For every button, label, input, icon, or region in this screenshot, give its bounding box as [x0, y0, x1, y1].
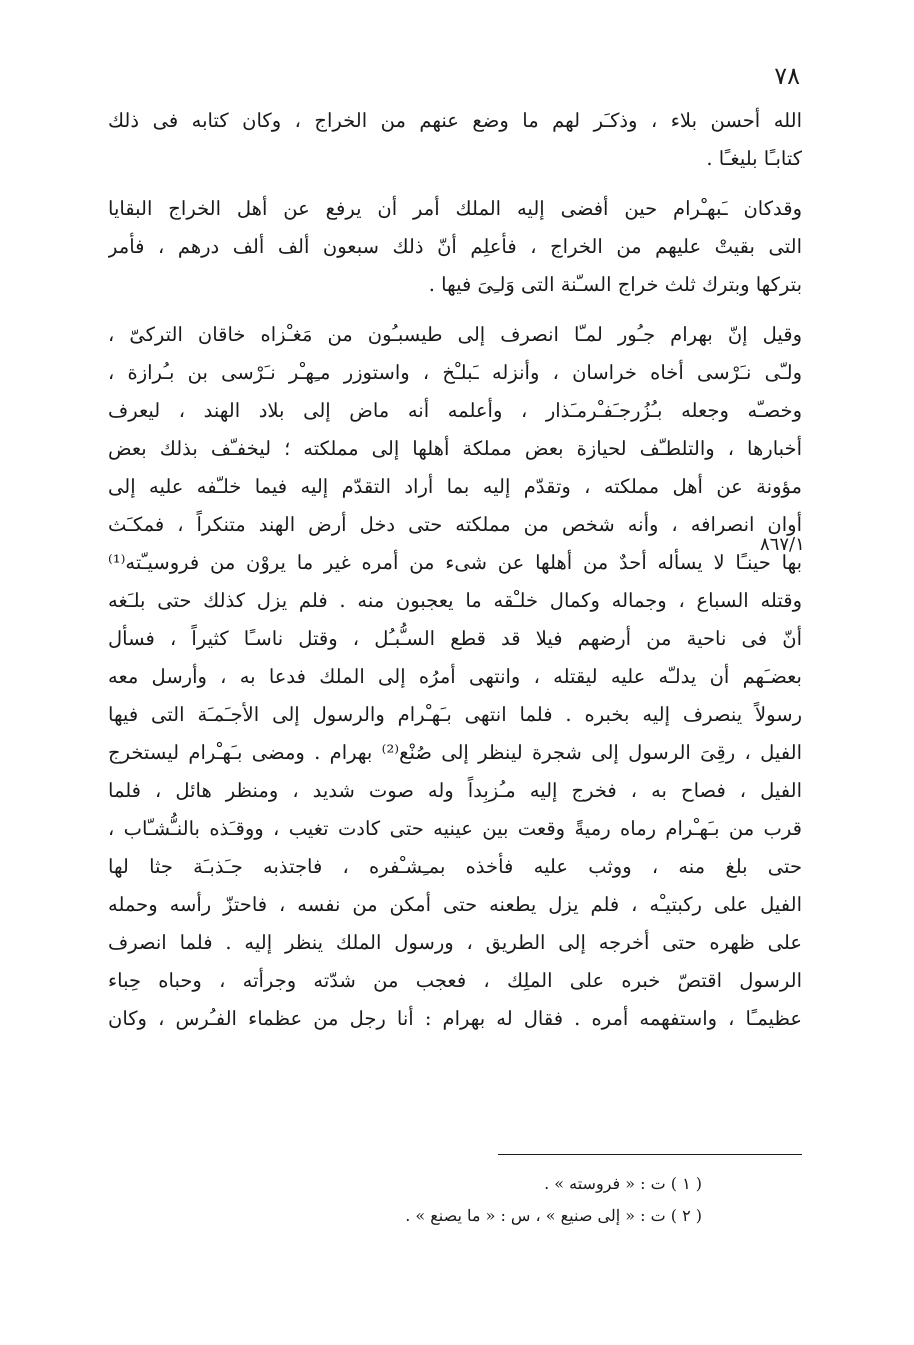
body-text [108, 102, 802, 1038]
text-line: حتى بلغ منه ، ووثب عليه فأخذه بمـِشـْفره ، فاجتذبه جـَذبـَة جثا لها [108, 855, 802, 878]
text-line: وقدكان ـَبهـْرام حين أفضى إليه الملك أمر أن يرفع عن أهل الخراج البقايا [108, 197, 802, 220]
text-line: بها حينـًا لا يسأله أحدٌ من أهلها عن شىء من أمره غير ما يروْن من فروسيـّته⁽¹⁾ [108, 551, 802, 574]
text-line: على ظهره حتى أخرجه إلى الطريق ، ورسول الملك ينظر إليه . فلما انصرف [108, 931, 802, 954]
margin-reference: ٨٦٧/١ [760, 534, 805, 555]
text-line: أنّ فى ناحية من أرضهم فيلا قد قطع السـُّبـُل ، وقتل ناسـًا كثيراً ، فسأل [108, 627, 802, 650]
text-line: أوان انصرافه ، وأنه شخص من مملكته حتى دخل أرض الهند متنكراً ، فمكـَث [108, 513, 802, 536]
text-line: وقيل إنّ بهرام جـُور لمـّا انصرف إلى طيسبـُون من مَغـْزاه خاقان التركىّ ، [108, 323, 802, 346]
text-line: بتركها وبترك ثلث خراج السـّنة التى وَلـِىَ فيها . [428, 273, 802, 296]
text-line: كتابـًا بليغـًا . [706, 147, 802, 170]
text-line: الرسول اقتصّ خبره على الملِك ، فعجب من شدّته وجرأته ، وحباه حِباء [108, 969, 802, 992]
footnote-divider [498, 1154, 802, 1155]
text-line: الفيل ، رقِىَ الرسول إلى شجرة لينظر إلى صُنْع⁽²⁾ بهرام . ومضى بـَهـْرام ليستخرج [108, 741, 802, 764]
text-line: الله أحسن بلاء ، وذكـَر لهم ما وضع عنهم من الخراج ، وكان كتابه فى ذلك [108, 109, 802, 132]
text-line: وخصـّه وجعله بـُزُرجـَفـْرمـَذار ، وأعلمه أنه ماض إلى بلاد الهند ، ليعرف [108, 399, 802, 422]
text-line: ولـّى نـَرْسى أخاه خراسان ، وأنزله ـَبلـْخ ، واستوزر مـِهـْر نـَرْسى بن بـُرازة ، [108, 361, 802, 384]
text-line: عظيمـًا ، واستفهمه أمره . فقال له بهرام : أنا رجل من عظماء الفـُرس ، وكان [108, 1007, 802, 1030]
footnote: ( ٢ ) ت : « إلى صنيع » ، س : « ما يصنع » . [405, 1206, 702, 1225]
text-line: الفيل على ركبتيـْه ، فلم يزل يطعنه حتى أمكن من نفسه ، فاحتزّ رأسه وحمله [108, 893, 802, 916]
footnotes [300, 1168, 702, 1232]
text-line: مؤونة عن أهل مملكته ، وتقدّم إليه بما أراد التقدّم إليه فيما خلـّفه عليه إلى [108, 475, 802, 498]
text-line: قرب من بـَهـْرام رماه رميةً وقعت بين عينيه حتى كادت تغيب ، ووقـَذه بالنـُّشـّاب ، [108, 817, 802, 840]
text-line: رسولاً ينصرف إليه بخبره . فلما انتهى بـَهـْرام والرسول إلى الأجـَمـَة التى فيها [108, 703, 802, 726]
footnote: ( ١ ) ت : « فروسته » . [544, 1174, 702, 1193]
text-line: وقتله السباع ، وجماله وكمال خلـْقه ما يعجبون منه . فلم يزل كذلك حتى بلـَغه [108, 589, 802, 612]
text-line: الفيل ، فصاح به ، فخرج إليه مـُزبِداً وله صوت شديد ، ومنظر هائل ، فلما [108, 779, 802, 802]
page-number: ٧٨ [774, 62, 800, 90]
text-line: التى بقيتْ عليهم من الخراج ، فأعلِم أنّ ذلك سبعون ألف ألف درهم ، فأمر [108, 235, 802, 258]
text-line: بعضـَهم أن يدلـّه عليه ليقتله ، وانتهى أمرُه إلى الملك فدعا به ، وأرسل معه [108, 665, 802, 688]
text-line: أخبارها ، والتلطـّف لحيازة بعض مملكة أهلها إلى مملكته ؛ ليخفـّف بذلك بعض [108, 437, 802, 460]
